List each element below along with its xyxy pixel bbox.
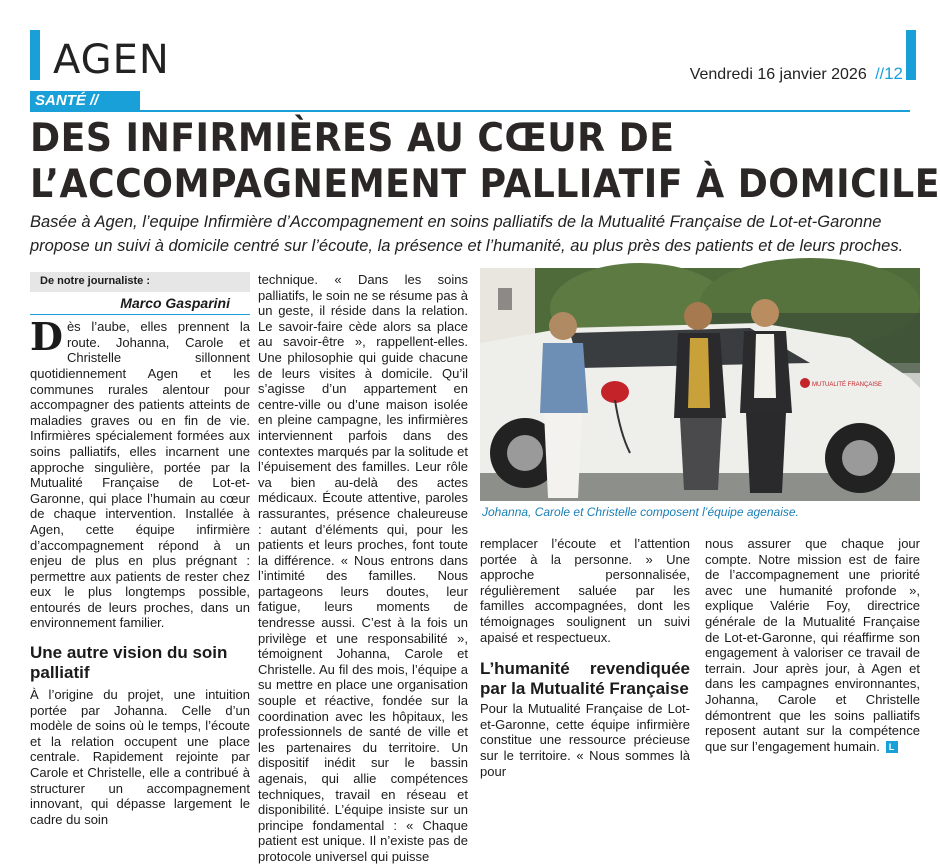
team-photo	[480, 268, 920, 501]
accent-bar-left	[30, 30, 40, 80]
column-3	[480, 536, 690, 779]
byline-author: Marco Gasparini	[30, 296, 250, 316]
paragraph-1-text: ès l’aube, elles prennent la route. Johanna, Carole et Christelle sillonnent quotidiennement Agen et les communes rurales alentour pour accompagner des patients atteints de maladies graves ou en fin de vie. Infirmières spécialement formées aux soins palliatifs, elles incarnent une approche singulière, portée par la Mutualité Française de Lot-et-Garonne, qui place l’humain au cœur de chaque intervention. Installée à Agen, cette équipe infirmière d’accompagnement répond à un enjeu de plus en plus prégnant : permettre aux patients de rester chez eux le plus longtemps possible, entourés de leurs proches, dans un environnement familier.	[30, 319, 250, 631]
paragraph-1	[30, 314, 250, 631]
headline-line-1: DES INFIRMIÈRES AU CŒUR DE	[30, 116, 675, 161]
end-mark-icon: L	[886, 741, 898, 753]
photo-person-2-head	[684, 302, 712, 330]
subhead-1: Une autre vision du soin palliatif	[30, 643, 228, 683]
photo-person-3-head	[751, 299, 779, 327]
photo-rim-right	[842, 440, 878, 476]
photo-car-logo-mark	[800, 378, 810, 388]
column-4	[705, 536, 920, 754]
photo-window	[498, 288, 512, 310]
photo-person-1-head	[549, 312, 577, 340]
photo-person-1-jacket	[540, 343, 588, 413]
rubric-label: SANTÉ //	[30, 91, 140, 110]
dropcap: D	[30, 314, 63, 360]
paragraph-3: technique. « Dans les soins palliatifs, le soin ne se résume pas à un geste, il réside dans la relation. Le savoir-faire cède alors sa place au savoir-être », rappellent-elles. Une philosophie qui guide chacune de leurs visites à domicile. Qu’il s’agisse d’un appartement en centre-ville ou d’une maison isolée en pleine campagne, les infirmières interviennent parfois dans des contextes marqués par la solitude et l’épuisement des familles. Leur rôle va bien au-delà des actes médicaux. Écoute attentive, paroles rassurantes, présence chaleureuse : autant d’éléments qui, pour les patients et leurs proches, font toute la différence. « Nous entrons dans l’intimité des familles. Nous partageons leurs doutes, leur fatigue, leurs moments de tendresse aussi. C’est à la fois un privilège et une responsabilité », témoignent Johanna, Carole et Christelle. Au fil des mois, l’équipe a su mettre en place une organisation souple et réactive, fondée sur la coordination avec les hôpitaux, les professionnels de santé de ville et les partenaires du territoire. Un dispositif inédit sur le bassin agenais, qui allie compétences techniques, travail en réseau et disponibilité. L’équipe insiste sur un principe fondamental : « Chaque patient est unique. Il n’existe pas de protocole universel qui puisse	[258, 272, 468, 864]
photo-person-2-trousers	[680, 418, 722, 490]
paragraph-6-text: nous assurer que chaque jour compte. Notre mission est de faire de l’accompagnement une priorité avec une humanité profonde », explique Valérie Foy, directrice générale de la Mutualité Française de Lot-et-Garonne, qui réaffirme son engagement à valoriser ce travail de terrain. Jour après jour, à Agen et dans les campagnes environnantes, Johanna, Carole et Christelle démontrent que les soins palliatifs reposent autant sur la compétence que sur l’engagement humain.	[705, 536, 920, 754]
chapo: Basée à Agen, l’equipe Infirmière d’Accompagnement en soins palliatifs de la Mutualité Française de Lot-et-Garonne propose un suivi à domicile centré sur l’écoute, la présence et l’humanité, au plus près des patients et de leurs proches.	[30, 213, 904, 255]
dateline	[690, 64, 903, 84]
page-number: 12	[884, 64, 903, 83]
rubric-rule	[30, 110, 910, 112]
column-1	[30, 272, 250, 827]
photo-person-3-top	[754, 334, 776, 398]
paragraph-2: À l’origine du projet, une intuition portée par Johanna. Celle d’un modèle de soins où le temps, l’écoute et la relation occupent une place centrale. Rapidement rejointe par Carole et Christelle, elle a contribué à structurer un accompagnement innovant, qui dépasse largement le cadre du soin	[30, 687, 250, 827]
photo-person-2-blouse	[688, 338, 710, 408]
photo-poppy-flower	[601, 381, 629, 403]
paragraph-4: remplacer l’écoute et l’attention portée à la personne. » Une approche personnalisée, régulièrement saluée par les familles accompagnées, dont les témoignages soulignent un suivi apaisé et respectueux.	[480, 536, 690, 645]
photo-rim-left	[507, 435, 543, 471]
date: Vendredi 16 janvier 2026	[689, 66, 867, 83]
section-title: AGEN	[53, 37, 170, 83]
accent-bar-right	[906, 30, 916, 80]
column-2	[258, 272, 468, 865]
photo-person-3-trousers	[746, 413, 786, 493]
headline	[30, 116, 940, 208]
photo-car-logo-text: MUTUALITÉ FRANÇAISE	[812, 382, 883, 388]
byline-label: De notre journaliste :	[30, 272, 250, 292]
subhead-2: L’humanité revendiquée par la Mutualité Française	[480, 659, 690, 699]
page-separator: //	[875, 66, 885, 83]
headline-line-2: L’ACCOMPAGNEMENT PALLIATIF À DOMICILE	[30, 162, 940, 207]
photo-illustration	[480, 268, 920, 501]
paragraph-5: Pour la Mutualité Française de Lot-et-Garonne, cette équipe infirmière constitue une ressource précieuse sur le territoire. « Nous sommes là pour	[480, 701, 690, 779]
photo-caption: Johanna, Carole et Christelle composent l’équipe agenaise.	[482, 505, 799, 519]
photo-person-1-trousers	[544, 413, 582, 498]
paragraph-6	[705, 536, 920, 754]
